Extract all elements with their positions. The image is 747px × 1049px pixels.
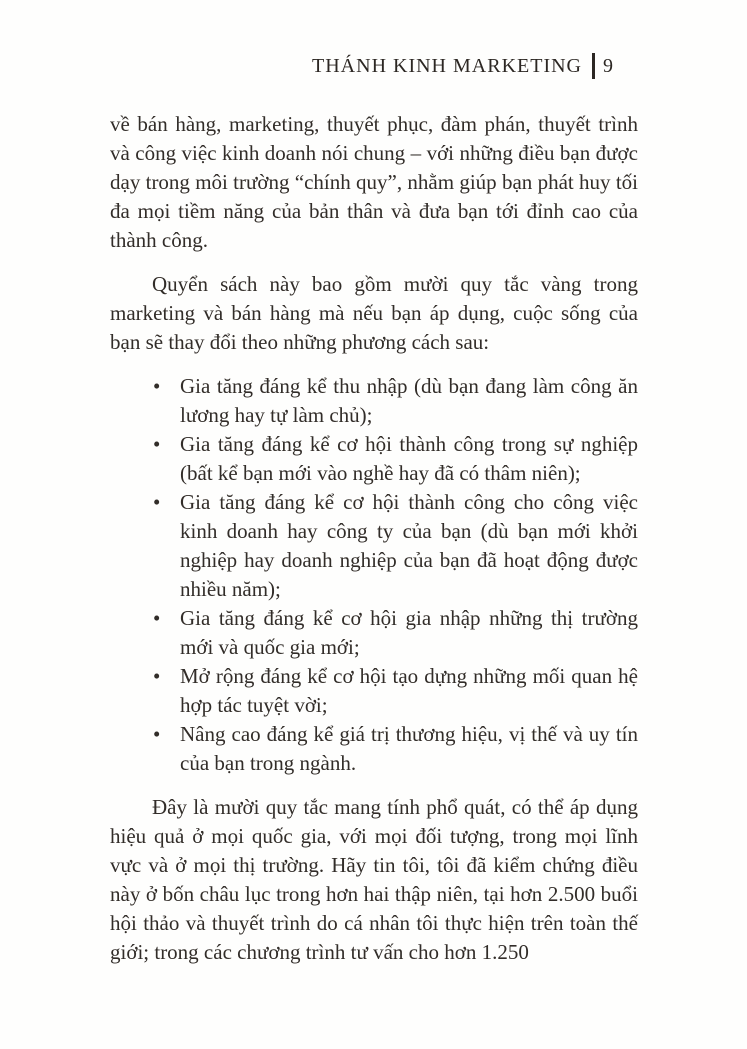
list-item: • Mở rộng đáng kể cơ hội tạo dựng những mối quan hệ hợp tác tuyệt vời;: [180, 662, 638, 720]
paragraph-continuation: về bán hàng, marketing, thuyết phục, đàm phán, thuyết trình và công việc kinh doanh nói chung – với những điều bạn được dạy trong môi trường “chính quy”, nhằm giúp bạn phát huy tối đa mọi tiềm năng của bản thân và đưa bạn tới đỉnh cao của thành công.: [110, 112, 638, 252]
list-item: • Nâng cao đáng kể giá trị thương hiệu, vị thế và uy tín của bạn trong ngành.: [180, 720, 638, 778]
list-item: • Gia tăng đáng kể cơ hội gia nhập những thị trường mới và quốc gia mới;: [180, 604, 638, 662]
running-head-title: THÁNH KINH MARKETING: [312, 54, 582, 77]
running-header: [312, 53, 613, 79]
paragraph-intro-rules: Quyển sách này bao gồm mười quy tắc vàng trong marketing và bán hàng mà nếu bạn áp dụng, cuộc sống của bạn sẽ thay đổi theo những phương cách sau:: [110, 272, 638, 354]
page-body: [110, 110, 638, 982]
header-divider-bar: [592, 53, 595, 79]
benefits-bullet-list: [110, 372, 638, 778]
page-number: 9: [603, 54, 613, 77]
list-item: • Gia tăng đáng kể cơ hội thành công trong sự nghiệp (bất kể bạn mới vào nghề hay đã có thâm niên);: [180, 430, 638, 488]
list-item: • Gia tăng đáng kể cơ hội thành công cho công việc kinh doanh hay công ty của bạn (dù bạn mới khởi nghiệp hay doanh nghiệp của bạn đã hoạt động được nhiều năm);: [180, 488, 638, 604]
list-item: • Gia tăng đáng kể thu nhập (dù bạn đang làm công ăn lương hay tự làm chủ);: [180, 372, 638, 430]
paragraph-closing: Đây là mười quy tắc mang tính phổ quát, có thể áp dụng hiệu quả ở mọi quốc gia, với mọi đối tượng, trong mọi lĩnh vực và ở mọi thị trường. Hãy tin tôi, tôi đã kiểm chứng điều này ở bốn châu lục trong hơn hai thập niên, tại hơn 2.500 buổi hội thảo và thuyết trình do cá nhân tôi thực hiện trên toàn thế giới; trong các chương trình tư vấn cho hơn 1.250: [110, 795, 638, 964]
